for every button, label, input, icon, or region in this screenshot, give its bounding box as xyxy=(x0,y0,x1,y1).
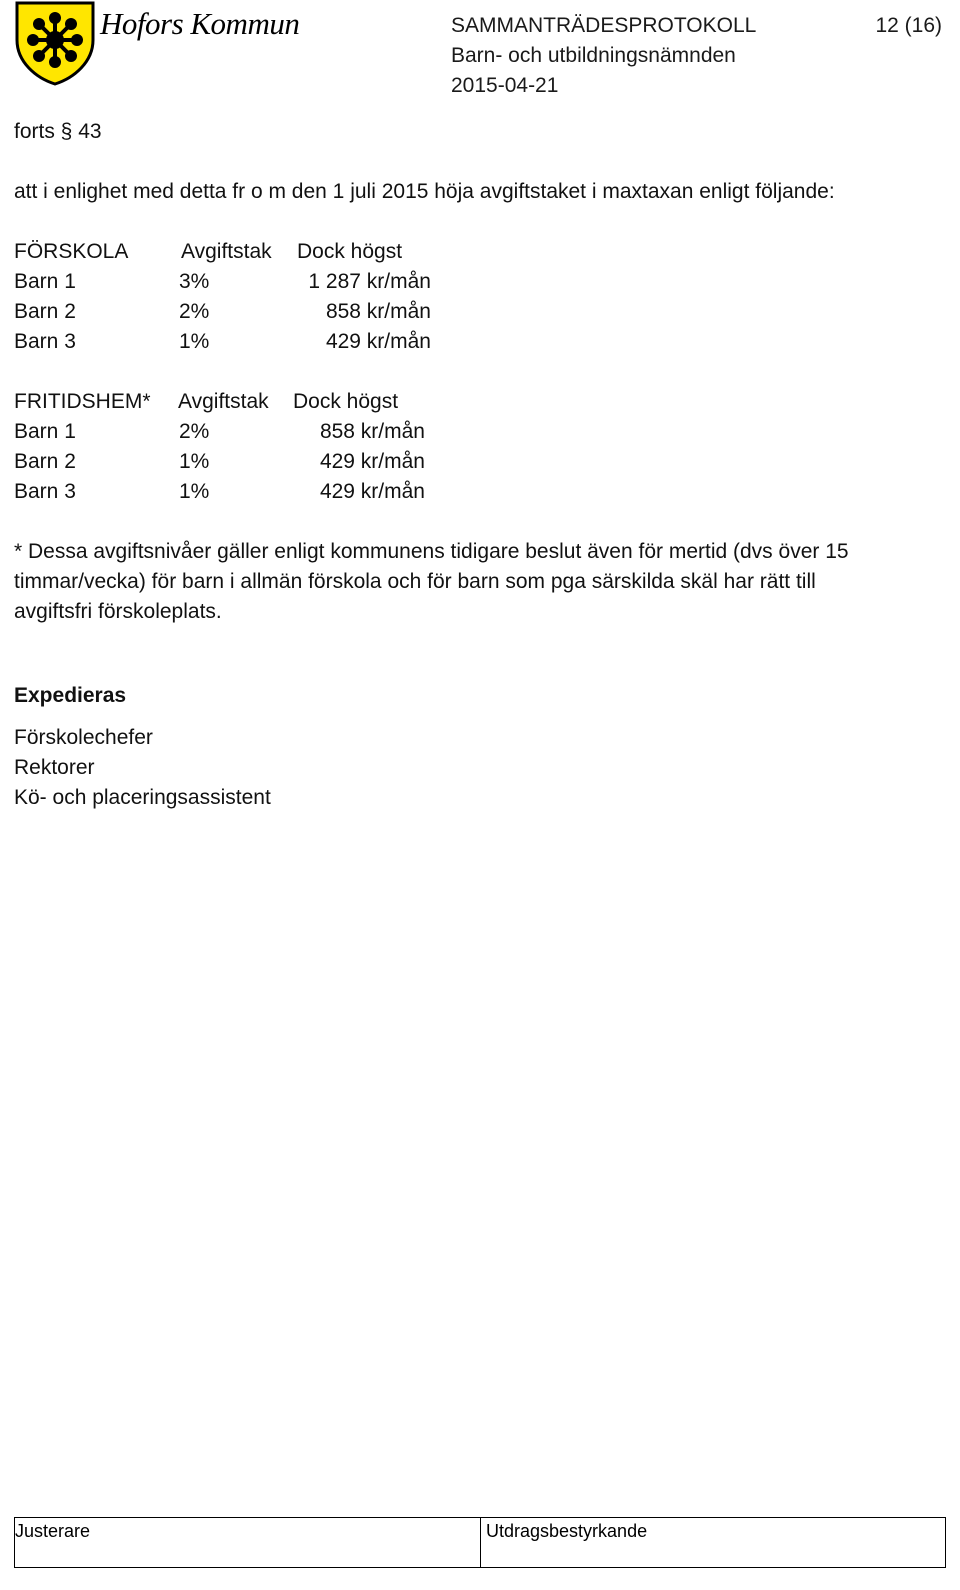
footer-divider xyxy=(945,1517,946,1567)
recipient-item: Kö- och placeringsassistent xyxy=(14,786,271,809)
footnote-line: * Dessa avgiftsnivåer gäller enligt kommunens tidigare beslut även för mertid (dvs över 15 xyxy=(14,540,849,563)
recipient-item: Förskolechefer xyxy=(14,726,153,749)
fritidshem-col-dock-hogst: Dock högst xyxy=(293,390,399,413)
committee-name: Barn- och utbildningsnämnden xyxy=(451,44,736,67)
forskola-col-dock-hogst: Dock högst xyxy=(297,240,403,263)
page-number: 12 (16) xyxy=(875,14,942,37)
decision-intro: att i enlighet med detta fr o m den 1 juli 2015 höja avgiftstaket i maxtaxan enligt följande: xyxy=(14,180,835,203)
forskola-row-label: Barn 1 xyxy=(14,270,76,293)
footer-justerare-label: Justerare xyxy=(15,1521,91,1541)
section-reference: forts § 43 xyxy=(14,120,102,143)
forskola-row-rate: 1% xyxy=(179,330,210,353)
document-type: SAMMANTRÄDESPROTOKOLL xyxy=(451,14,757,37)
fritidshem-row-max: 429 kr/mån xyxy=(319,450,425,473)
fritidshem-col-avgiftstak: Avgiftstak xyxy=(178,390,269,413)
footnote-line: avgiftsfri förskoleplats. xyxy=(14,600,222,623)
fritidshem-heading: FRITIDSHEM* xyxy=(14,390,151,413)
expedieras-heading: Expedieras xyxy=(14,684,127,707)
fritidshem-row-rate: 1% xyxy=(179,450,210,473)
forskola-row-max: 1 287 kr/mån xyxy=(308,270,431,293)
municipality-name: Hofors Kommun xyxy=(100,6,300,41)
forskola-row-rate: 2% xyxy=(179,300,210,323)
hofors-coat-of-arms xyxy=(14,0,96,86)
fritidshem-row-max: 858 kr/mån xyxy=(319,420,425,443)
footer-utdragsbestyrkande-label: Utdragsbestyrkande xyxy=(486,1521,648,1541)
forskola-row-max: 429 kr/mån xyxy=(325,330,431,353)
forskola-heading: FÖRSKOLA xyxy=(14,240,129,263)
recipient-item: Rektorer xyxy=(14,756,95,779)
footnote-line: timmar/vecka) för barn i allmän förskola och för barn som pga särskilda skäl har rätt till xyxy=(14,570,816,593)
fritidshem-row-label: Barn 2 xyxy=(14,450,76,473)
forskola-row-label: Barn 3 xyxy=(14,330,76,353)
forskola-row-max: 858 kr/mån xyxy=(325,300,431,323)
footer-divider xyxy=(480,1517,481,1567)
fritidshem-row-rate: 1% xyxy=(179,480,210,503)
fritidshem-row-rate: 2% xyxy=(179,420,210,443)
fritidshem-row-max: 429 kr/mån xyxy=(319,480,425,503)
footer-bottom-rule xyxy=(14,1567,946,1568)
forskola-row-label: Barn 2 xyxy=(14,300,76,323)
forskola-col-avgiftstak: Avgiftstak xyxy=(181,240,272,263)
fritidshem-row-label: Barn 1 xyxy=(14,420,76,443)
forskola-row-rate: 3% xyxy=(179,270,210,293)
fritidshem-row-label: Barn 3 xyxy=(14,480,76,503)
meeting-date: 2015-04-21 xyxy=(451,74,559,97)
